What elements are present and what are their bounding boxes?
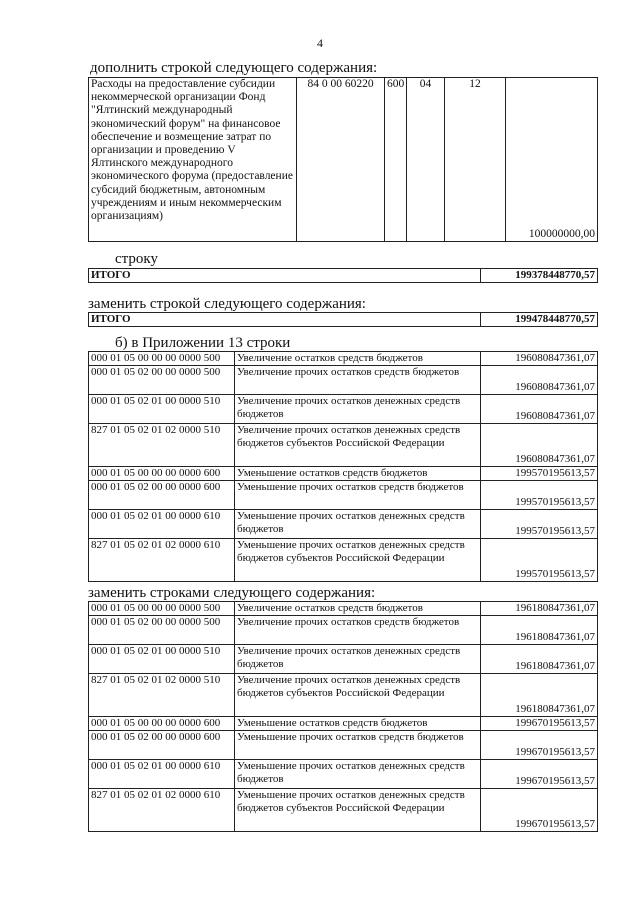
row-name: Увеличение остатков средств бюджетов	[235, 602, 481, 616]
row-name: Увеличение прочих остатков денежных средств бюджетов субъектов Российской Федерации	[235, 674, 481, 717]
row-code: 000 01 05 02 01 00 0000 610	[89, 510, 235, 539]
row-name: Увеличение прочих остатков денежных средств бюджетов субъектов Российской Федерации	[235, 424, 481, 467]
row-amount: 196180847361,07	[481, 602, 598, 616]
row-amount: 199670195613,57	[481, 731, 598, 760]
row-code: 000 01 05 02 00 00 0000 600	[89, 731, 235, 760]
row-amount: 196080847361,07	[481, 366, 598, 395]
row-code: 000 01 05 00 00 00 0000 600	[89, 467, 235, 481]
total-old-table	[88, 268, 598, 283]
row-amount: 196080847361,07	[481, 395, 598, 424]
row-code: 827 01 05 02 01 02 0000 510	[89, 424, 235, 467]
row-name: Уменьшение остатков средств бюджетов	[235, 467, 481, 481]
total-old-amount: 199378448770,57	[481, 269, 598, 283]
row-amount: 199670195613,57	[481, 789, 598, 832]
table-row	[89, 424, 598, 467]
row-name: Уменьшение прочих остатков денежных средств бюджетов субъектов Российской Федерации	[235, 539, 481, 582]
table-row	[89, 366, 598, 395]
row-name: Уменьшение прочих остатков средств бюджетов	[235, 481, 481, 510]
row-code: 000 01 05 02 01 00 0000 610	[89, 760, 235, 789]
expense-rz: 04	[407, 78, 445, 242]
row-amount: 196180847361,07	[481, 616, 598, 645]
row-code: 000 01 05 02 01 00 0000 510	[89, 645, 235, 674]
row-name: Уменьшение остатков средств бюджетов	[235, 717, 481, 731]
row-code: 000 01 05 02 00 00 0000 500	[89, 616, 235, 645]
table-row	[89, 789, 598, 832]
section2-intro: строку	[115, 251, 158, 267]
table-row	[89, 674, 598, 717]
table-row	[89, 481, 598, 510]
section4-intro: б) в Приложении 13 строки	[115, 335, 291, 351]
row-amount: 199570195613,57	[481, 539, 598, 582]
table-row	[89, 717, 598, 731]
row-code: 000 01 05 00 00 00 0000 600	[89, 717, 235, 731]
table-row	[89, 467, 598, 481]
row-code: 827 01 05 02 01 02 0000 610	[89, 539, 235, 582]
row-name: Увеличение остатков средств бюджетов	[235, 352, 481, 366]
section3-intro: заменить строкой следующего содержания:	[88, 296, 366, 312]
row-amount: 196080847361,07	[481, 352, 598, 366]
table-row	[89, 760, 598, 789]
expense-row	[89, 78, 598, 242]
table-row	[89, 395, 598, 424]
table-row	[89, 616, 598, 645]
row-amount: 196080847361,07	[481, 424, 598, 467]
expense-amount: 100000000,00	[506, 78, 598, 242]
row-amount: 199570195613,57	[481, 481, 598, 510]
appendix13-old-table	[88, 351, 598, 582]
expense-vr: 600	[385, 78, 407, 242]
row-name: Увеличение прочих остатков денежных средств бюджетов	[235, 645, 481, 674]
expense-pr: 12	[445, 78, 506, 242]
row-code: 827 01 05 02 01 02 0000 510	[89, 674, 235, 717]
table-row	[89, 602, 598, 616]
row-name: Уменьшение прочих остатков денежных средств бюджетов	[235, 760, 481, 789]
section1-intro: дополнить строкой следующего содержания:	[90, 60, 378, 76]
page-number: 4	[317, 36, 323, 50]
row-amount: 199570195613,57	[481, 510, 598, 539]
row-name: Увеличение прочих остатков денежных средств бюджетов	[235, 395, 481, 424]
row-amount: 196180847361,07	[481, 674, 598, 717]
total-old-label: ИТОГО	[89, 269, 481, 283]
table-row	[89, 645, 598, 674]
row-code: 000 01 05 02 00 00 0000 500	[89, 366, 235, 395]
row-amount: 199670195613,57	[481, 717, 598, 731]
row-code: 000 01 05 02 00 00 0000 600	[89, 481, 235, 510]
row-name: Увеличение прочих остатков средств бюджетов	[235, 366, 481, 395]
row-name: Уменьшение прочих остатков денежных средств бюджетов субъектов Российской Федерации	[235, 789, 481, 832]
row-name: Увеличение прочих остатков средств бюджетов	[235, 616, 481, 645]
total-new-label: ИТОГО	[89, 313, 481, 327]
row-amount: 199570195613,57	[481, 467, 598, 481]
expense-description: Расходы на предоставление субсидии некоммерческой организации Фонд "Ялтинский международный экономический форум" на финансовое обеспечение и возмещение затрат по организации и проведению V Ялтинского международного экономического форума (предоставление субсидий бюджетным, автономным учреждениям и иным некоммерческим организациям)	[89, 78, 297, 242]
row-code: 827 01 05 02 01 02 0000 610	[89, 789, 235, 832]
appendix13-new-table	[88, 601, 598, 832]
row-amount: 199670195613,57	[481, 760, 598, 789]
row-amount: 196180847361,07	[481, 645, 598, 674]
row-code: 000 01 05 02 01 00 0000 510	[89, 395, 235, 424]
row-name: Уменьшение прочих остатков денежных средств бюджетов	[235, 510, 481, 539]
row-name: Уменьшение прочих остатков средств бюджетов	[235, 731, 481, 760]
table-row	[89, 539, 598, 582]
expense-code: 84 0 00 60220	[297, 78, 385, 242]
row-code: 000 01 05 00 00 00 0000 500	[89, 602, 235, 616]
table-row	[89, 352, 598, 366]
section5-intro: заменить строками следующего содержания:	[88, 585, 376, 601]
expense-table	[88, 77, 598, 242]
total-new-amount: 199478448770,57	[481, 313, 598, 327]
table-row	[89, 731, 598, 760]
total-new-table	[88, 312, 598, 327]
table-row	[89, 510, 598, 539]
row-code: 000 01 05 00 00 00 0000 500	[89, 352, 235, 366]
